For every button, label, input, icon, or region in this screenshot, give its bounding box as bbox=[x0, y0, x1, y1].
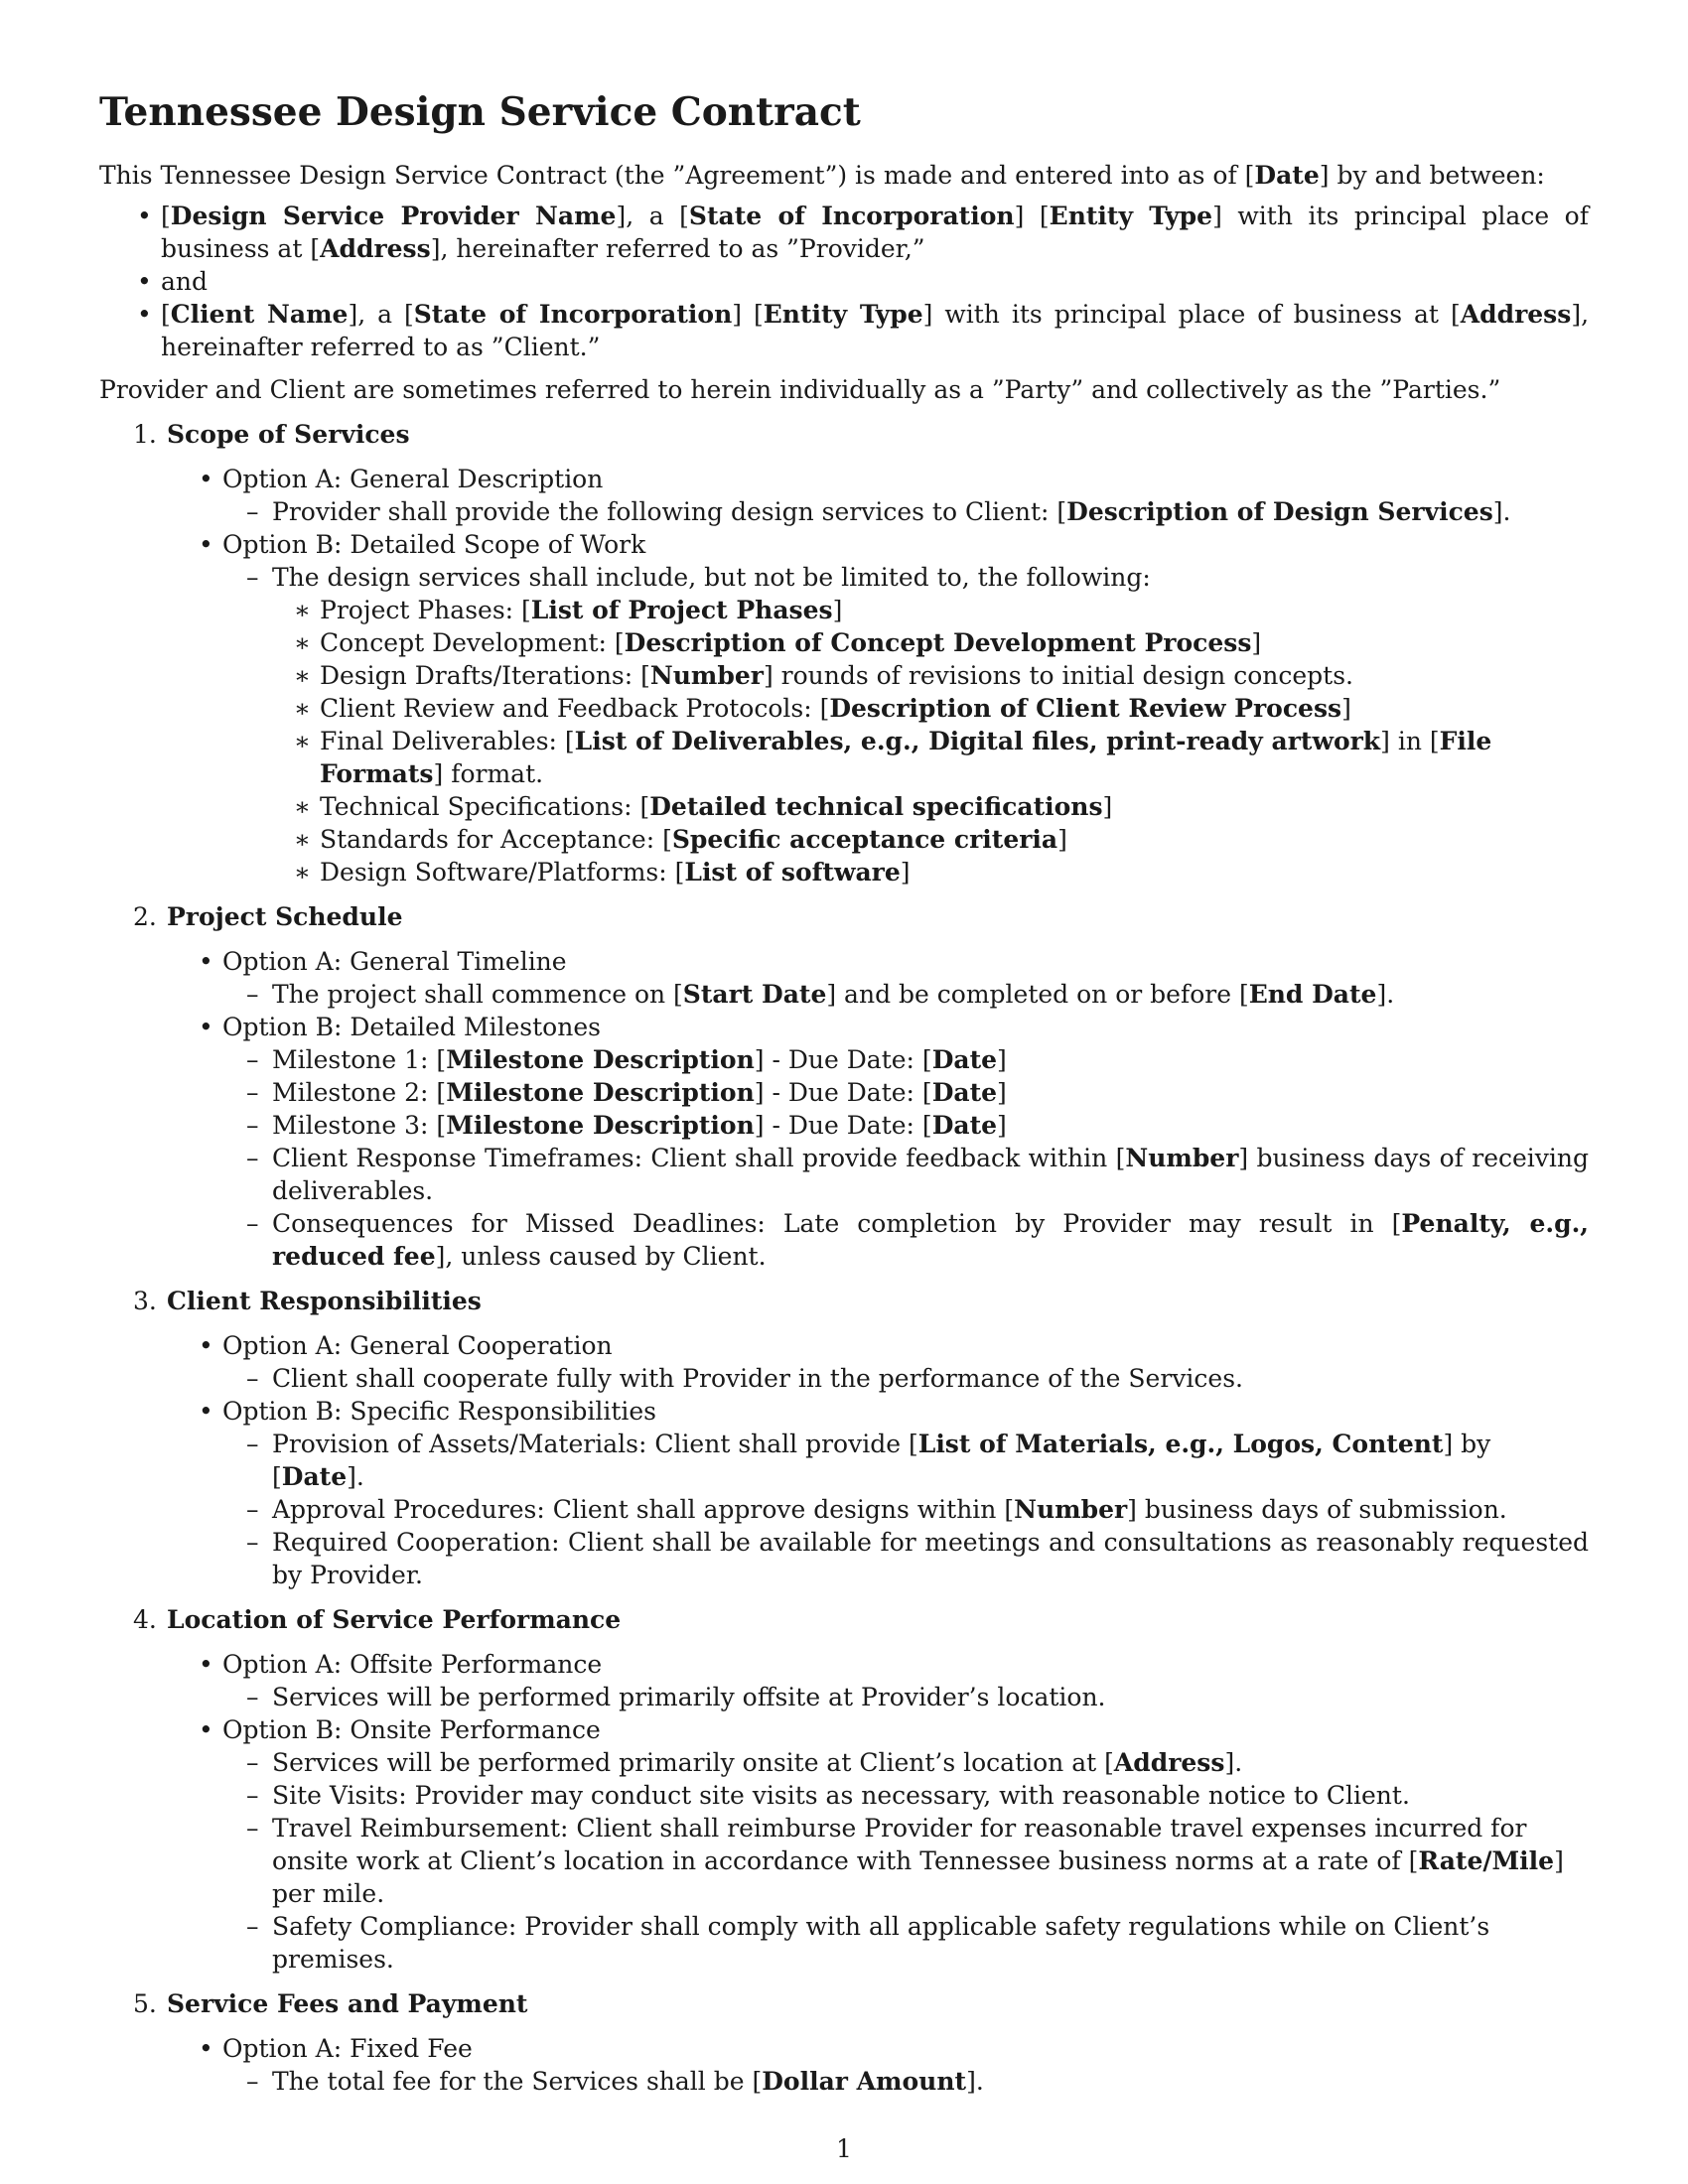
clause-text: Milestone 1: [ bbox=[272, 1045, 447, 1074]
parties-note: Provider and Client are sometimes referred to herein individually as a ”Party” and collectively as the ”Parties.” bbox=[99, 375, 1501, 404]
placeholder: Number bbox=[649, 661, 764, 690]
section-title: Location of Service Performance bbox=[167, 1605, 622, 1634]
section-title: Scope of Services bbox=[167, 420, 410, 449]
clause-text: Milestone 3: [ bbox=[272, 1111, 447, 1140]
option-item bbox=[161, 1713, 1589, 1976]
placeholder: Description of Client Review Process bbox=[829, 694, 1342, 723]
placeholder: Penalty, e.g., reduced fee bbox=[272, 1209, 1589, 1271]
sub-clause-item bbox=[272, 659, 1589, 692]
sub-clause-item bbox=[272, 790, 1589, 823]
sub-clause-text: ] rounds of revisions to initial design concepts. bbox=[763, 661, 1353, 690]
sub-clause-text: Design Drafts/Iterations: [ bbox=[320, 661, 650, 690]
sub-clause-item bbox=[272, 692, 1589, 725]
option-label: Option A: Fixed Fee bbox=[222, 2034, 473, 2063]
option-item bbox=[161, 1648, 1589, 1713]
placeholder: Detailed technical specifications bbox=[649, 792, 1103, 821]
client-address-placeholder: Address bbox=[1460, 300, 1572, 329]
option-item bbox=[161, 528, 1589, 888]
intro-text: This Tennessee Design Service Contract (the ”Agreement”) is made and entered into as of [ bbox=[99, 161, 1255, 190]
clause-text: ] bbox=[997, 1111, 1007, 1140]
placeholder: Date bbox=[931, 1078, 998, 1107]
clause-text: ] bbox=[997, 1078, 1007, 1107]
sub-clause-text: ] bbox=[900, 858, 911, 887]
sub-clause-text: Concept Development: [ bbox=[320, 628, 625, 657]
clause-text: Provider shall provide the following design services to Client: [ bbox=[272, 497, 1067, 526]
clause-text: ]. bbox=[1224, 1748, 1243, 1777]
provider-name-placeholder: Design Service Provider Name bbox=[170, 202, 617, 230]
client-name-placeholder: Client Name bbox=[170, 300, 349, 329]
section-number: 5. bbox=[133, 1989, 157, 2018]
option-label: Option B: Detailed Milestones bbox=[222, 1013, 601, 1041]
placeholder: Description of Design Services bbox=[1066, 497, 1493, 526]
clause-item bbox=[222, 978, 1589, 1011]
parties-list bbox=[99, 200, 1589, 363]
section-heading bbox=[99, 418, 1589, 451]
section-number: 2. bbox=[133, 902, 157, 931]
clause-item bbox=[222, 1428, 1589, 1493]
options-list bbox=[161, 2032, 1589, 2098]
placeholder: Milestone Description bbox=[446, 1045, 755, 1074]
party-text: ], a [ bbox=[616, 202, 689, 230]
party-and: • and bbox=[99, 265, 1589, 298]
intro-paragraph bbox=[99, 159, 1589, 192]
party-text: ], hereinafter referred to as ”Client.” bbox=[161, 300, 1590, 361]
party-provider bbox=[99, 200, 1589, 265]
option-label: Option A: Offsite Performance bbox=[222, 1650, 603, 1679]
sub-clause-text: ] bbox=[1102, 792, 1113, 821]
placeholder: Dollar Amount bbox=[762, 2067, 967, 2096]
party-text: ] with its principal place of business at [ bbox=[161, 202, 1589, 263]
clause-item bbox=[222, 1812, 1589, 1910]
option-item bbox=[161, 1011, 1589, 1273]
clause-text: ] and be completed on or before [ bbox=[826, 980, 1249, 1009]
placeholder: Date bbox=[931, 1045, 998, 1074]
section-service-fees bbox=[99, 1987, 1589, 2098]
document-title: Tennessee Design Service Contract bbox=[99, 89, 861, 135]
placeholder: Date bbox=[931, 1111, 998, 1140]
clause-text: ] business days of receiving deliverables. bbox=[272, 1144, 1590, 1205]
section-heading bbox=[99, 1285, 1589, 1317]
placeholder: List of Project Phases bbox=[530, 596, 833, 624]
sub-clause-text: ] format. bbox=[433, 759, 544, 788]
sub-clause-text: Final Deliverables: [ bbox=[320, 727, 575, 755]
placeholder: Milestone Description bbox=[446, 1078, 755, 1107]
option-item bbox=[161, 2032, 1589, 2098]
option-item bbox=[161, 945, 1589, 1011]
options-list bbox=[161, 463, 1589, 888]
option-label: Option B: Detailed Scope of Work bbox=[222, 530, 646, 559]
section-heading bbox=[99, 900, 1589, 933]
clause-text: ]. bbox=[966, 2067, 984, 2096]
contract-sections bbox=[99, 418, 1589, 2098]
sub-clause-text: Design Software/Platforms: [ bbox=[320, 858, 685, 887]
clause-text: ] per mile. bbox=[272, 1846, 1564, 1908]
section-number: 1. bbox=[133, 420, 157, 449]
section-scope-of-services bbox=[99, 418, 1589, 888]
placeholder: Date bbox=[281, 1462, 348, 1491]
option-label: Option B: Specific Responsibilities bbox=[222, 1397, 657, 1426]
clause-text: ]. bbox=[1492, 497, 1511, 526]
section-number: 3. bbox=[133, 1287, 157, 1315]
clause-item: – Safety Compliance: Provider shall comply with all applicable safety regulations while on Client’s premises. bbox=[222, 1910, 1589, 1976]
provider-entity-placeholder: Entity Type bbox=[1049, 202, 1213, 230]
sub-clause-item bbox=[272, 823, 1589, 856]
clause-text: Travel Reimbursement: Client shall reimburse Provider for reasonable travel expenses incurred for onsite work at Client’s location in accordance with Tennessee business norms at a rate of [ bbox=[272, 1814, 1527, 1875]
clause-text: ] bbox=[997, 1045, 1007, 1074]
clause-item bbox=[222, 495, 1589, 528]
clause-text: The project shall commence on [ bbox=[272, 980, 683, 1009]
placeholder: Description of Concept Development Process bbox=[624, 628, 1252, 657]
page-number: 1 bbox=[836, 2134, 852, 2163]
options-list bbox=[161, 945, 1589, 1273]
option-item bbox=[161, 463, 1589, 528]
sub-clause-text: ] bbox=[1251, 628, 1262, 657]
section-client-responsibilities bbox=[99, 1285, 1589, 1591]
sub-clause-text: ] in [ bbox=[1380, 727, 1440, 755]
placeholder: Number bbox=[1014, 1495, 1128, 1524]
provider-address-placeholder: Address bbox=[320, 234, 431, 263]
clause-text: ]. bbox=[347, 1462, 364, 1491]
options-list bbox=[161, 1329, 1589, 1591]
section-heading bbox=[99, 1603, 1589, 1636]
party-text: [ bbox=[161, 300, 171, 329]
option-item bbox=[161, 1395, 1589, 1591]
milestone-item bbox=[222, 1043, 1589, 1076]
option-label: Option A: General Timeline bbox=[222, 947, 567, 976]
clause-text: Consequences for Missed Deadlines: Late completion by Provider may result in [ bbox=[272, 1209, 1402, 1238]
client-state-placeholder: State of Incorporation bbox=[413, 300, 733, 329]
clause-text: ]. bbox=[1376, 980, 1395, 1009]
sub-clause-item bbox=[272, 594, 1589, 626]
party-text: ], hereinafter referred to as ”Provider,” bbox=[430, 234, 925, 263]
clause-text: ] - Due Date: [ bbox=[754, 1045, 932, 1074]
section-title: Service Fees and Payment bbox=[167, 1989, 528, 2018]
clause-text: Provision of Assets/Materials: Client shall provide [ bbox=[272, 1430, 918, 1458]
party-text: ] [ bbox=[732, 300, 764, 329]
milestone-item bbox=[222, 1109, 1589, 1142]
party-text: [ bbox=[161, 202, 171, 230]
clause-text: ] - Due Date: [ bbox=[754, 1111, 932, 1140]
client-entity-placeholder: Entity Type bbox=[763, 300, 923, 329]
sub-clause-text: ] bbox=[1341, 694, 1351, 723]
section-location-of-service bbox=[99, 1603, 1589, 1976]
option-item bbox=[161, 1329, 1589, 1395]
party-text: ] with its principal place of business at [ bbox=[922, 300, 1461, 329]
clause-item bbox=[222, 1207, 1589, 1273]
clause-text: The design services shall include, but not be limited to, the following: bbox=[272, 563, 1151, 592]
clause-item bbox=[222, 2065, 1589, 2098]
clause-text: Client Response Timeframes: Client shall provide feedback within [ bbox=[272, 1144, 1126, 1172]
party-text: ], a [ bbox=[348, 300, 414, 329]
clause-item bbox=[222, 1493, 1589, 1526]
party-text: ] [ bbox=[1014, 202, 1050, 230]
agreement-date-placeholder: Date bbox=[1254, 161, 1320, 190]
clause-item: – Services will be performed primarily offsite at Provider’s location. bbox=[222, 1681, 1589, 1713]
sub-clause-item bbox=[272, 725, 1589, 790]
clause-text: ] - Due Date: [ bbox=[754, 1078, 932, 1107]
intro-text: ] by and between: bbox=[1319, 161, 1545, 190]
section-project-schedule bbox=[99, 900, 1589, 1273]
sub-clause-item bbox=[272, 856, 1589, 888]
milestone-item bbox=[222, 1076, 1589, 1109]
placeholder: Milestone Description bbox=[446, 1111, 755, 1140]
sub-clause-text: ] bbox=[832, 596, 843, 624]
clause-text: ], unless caused by Client. bbox=[435, 1242, 767, 1271]
sub-clause-text: Standards for Acceptance: [ bbox=[320, 825, 672, 854]
placeholder: File Formats bbox=[320, 727, 1492, 788]
option-label: Option B: Onsite Performance bbox=[222, 1715, 601, 1744]
clause-item: – Required Cooperation: Client shall be available for meetings and consultations as reasonably requested by Provider. bbox=[222, 1526, 1589, 1591]
clause-text: Services will be performed primarily onsite at Client’s location at [ bbox=[272, 1748, 1114, 1777]
clause-text: ] business days of submission. bbox=[1127, 1495, 1507, 1524]
sub-clause-item bbox=[272, 626, 1589, 659]
placeholder: List of Deliverables, e.g., Digital files, print-ready artwork bbox=[574, 727, 1381, 755]
sub-clause-text: Technical Specifications: [ bbox=[320, 792, 650, 821]
provider-state-placeholder: State of Incorporation bbox=[688, 202, 1015, 230]
placeholder: Specific acceptance criteria bbox=[671, 825, 1058, 854]
clause-item: – Site Visits: Provider may conduct site visits as necessary, with reasonable notice to Client. bbox=[222, 1779, 1589, 1812]
clause-text: The total fee for the Services shall be [ bbox=[272, 2067, 763, 2096]
option-label: Option A: General Cooperation bbox=[222, 1331, 613, 1360]
options-list bbox=[161, 1648, 1589, 1976]
sub-clause-text: Project Phases: [ bbox=[320, 596, 531, 624]
party-client bbox=[99, 298, 1589, 363]
end-date-placeholder: End Date bbox=[1248, 980, 1377, 1009]
placeholder: Rate/Mile bbox=[1418, 1846, 1555, 1875]
section-number: 4. bbox=[133, 1605, 157, 1634]
sub-clause-text: ] bbox=[1057, 825, 1067, 854]
placeholder: Address bbox=[1113, 1748, 1225, 1777]
clause-item bbox=[222, 1142, 1589, 1207]
contract-page bbox=[99, 89, 1589, 2110]
placeholder: Number bbox=[1125, 1144, 1239, 1172]
section-title: Client Responsibilities bbox=[167, 1287, 482, 1315]
clause-item bbox=[222, 561, 1589, 888]
clause-item bbox=[222, 1746, 1589, 1779]
option-label: Option A: General Description bbox=[222, 465, 604, 493]
section-heading bbox=[99, 1987, 1589, 2020]
clause-text: Approval Procedures: Client shall approve designs within [ bbox=[272, 1495, 1015, 1524]
placeholder: List of software bbox=[684, 858, 901, 887]
clause-item: – Client shall cooperate fully with Provider in the performance of the Services. bbox=[222, 1362, 1589, 1395]
section-title: Project Schedule bbox=[167, 902, 403, 931]
sub-clause-text: Client Review and Feedback Protocols: [ bbox=[320, 694, 830, 723]
clause-text: Milestone 2: [ bbox=[272, 1078, 447, 1107]
clause-text: ] by [ bbox=[272, 1430, 1491, 1491]
placeholder: List of Materials, e.g., Logos, Content bbox=[917, 1430, 1444, 1458]
start-date-placeholder: Start Date bbox=[682, 980, 827, 1009]
